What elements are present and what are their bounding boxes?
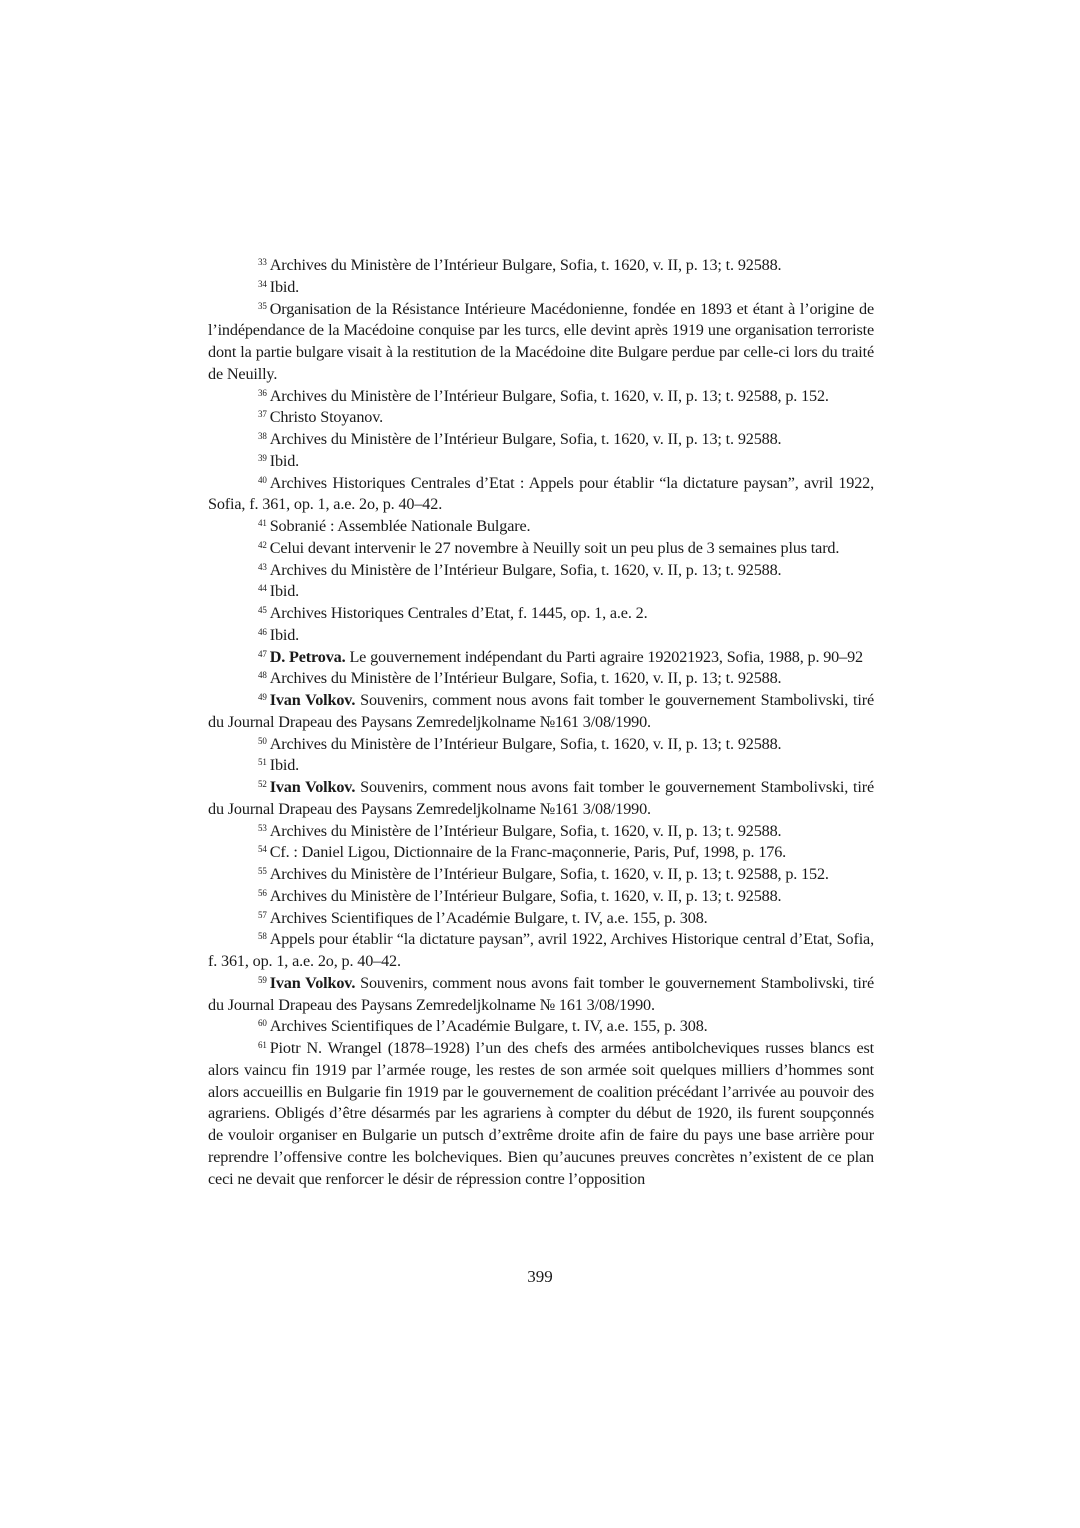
footnote-58 (208, 929, 874, 973)
footnote-number: 38 (258, 431, 267, 441)
footnote-text: Sobranié : Assemblée Nationale Bulgare. (269, 517, 531, 535)
footnote-text: Ibid. (269, 451, 300, 470)
footnote-number: 54 (258, 844, 267, 855)
footnote-39 (208, 451, 874, 473)
footnote-number: 43 (258, 561, 267, 572)
footnote-52 (208, 777, 874, 821)
footnote-number: 59 (258, 974, 267, 985)
footnote-35 (208, 299, 874, 386)
footnote-text: Celui devant intervenir le 27 novembre à Neuilly soit un peu plus de 3 semaines plus tard. (269, 538, 840, 557)
footnote-text: Le gouvernement indépendant du Parti agraire 192021923, Sofia, 1988, p. 90–92 (349, 647, 863, 666)
footnote-40 (208, 473, 874, 517)
footnote-text: Archives Scientifiques de l’Académie Bulgare, t. IV, a.e. 155, p. 308. (269, 908, 708, 927)
footnote-50 (208, 734, 874, 756)
footnote-number: 35 (258, 300, 267, 311)
footnote-59 (208, 973, 874, 1017)
footnote-author: Ivan Volkov. (269, 973, 356, 992)
footnote-number: 60 (258, 1018, 267, 1029)
footnote-text: Archives Scientifiques de l’Académie Bulgare, t. IV, a.e. 155, p. 308. (269, 1017, 708, 1036)
footnote-number: 41 (258, 518, 267, 528)
footnote-text: Christo Stoyanov. (269, 408, 384, 427)
footnote-number: 57 (258, 909, 267, 920)
footnote-text: Archives du Ministère de l’Intérieur Bulgare, Sofia, t. 1620, v. II, p. 13; t. 92588. (269, 430, 782, 448)
footnote-text: Souvenirs, comment nous avons fait tomber le gouvernement Stambolivski, tiré du Journal Drapeau des Paysans Zemredeljkolname №161 3/08/1990. (208, 778, 874, 818)
footnote-number: 37 (258, 409, 267, 420)
footnote-37 (208, 407, 874, 429)
footnote-text: Archives du Ministère de l’Intérieur Bulgare, Sofia, t. 1620, v. II, p. 13; t. 92588, p. 152. (269, 865, 829, 883)
footnote-34 (208, 277, 874, 299)
footnote-text: Archives du Ministère de l’Intérieur Bulgare, Sofia, t. 1620, v. II, p. 13; t. 92588. (269, 734, 782, 753)
footnotes-block (208, 255, 874, 1190)
footnote-text: Ibid. (269, 277, 300, 296)
footnote-number: 36 (258, 387, 267, 398)
footnote-number: 51 (258, 757, 267, 768)
footnote-number: 49 (258, 692, 267, 702)
footnote-56 (208, 886, 874, 908)
footnote-text: Archives Historiques Centrales d’Etat : Appels pour établir “la dictature paysan”, avril 1922, Sofia, f. 361, op. 1, a.e. 2o, p. 40–42. (208, 473, 874, 514)
footnote-number: 52 (258, 779, 267, 789)
footnote-text: Ibid. (269, 625, 300, 644)
footnote-number: 40 (258, 474, 267, 485)
footnote-text: Archives Historiques Centrales d’Etat, f. 1445, op. 1, a.e. 2. (269, 604, 648, 622)
footnote-author: Ivan Volkov. (269, 691, 356, 709)
footnote-57 (208, 908, 874, 930)
footnote-text: Archives du Ministère de l’Intérieur Bulgare, Sofia, t. 1620, v. II, p. 13; t. 92588. (269, 886, 782, 905)
footnote-author: D. Petrova. (269, 647, 346, 666)
footnote-text: Ibid. (269, 582, 300, 601)
footnote-number: 58 (258, 931, 267, 942)
footnote-text: Piotr N. Wrangel (1878–1928) l’un des chefs des armées antibolcheviques russes blancs est alors vaincu fin 1919 par l’armée rouge, les restes de son armée soit quelques milliers d’hommes sont alors accueillis en Bulgarie fin 1919 par le gouvernement de coalition précédant l’arrivée au pouvoir des agrariens. Obligés d’être désarmés par les agrariens à compter du début de 1920, ils furent soupçonnés de vouloir organiser en Bulgarie un putsch d’extrême droite afin de faire du pays une base arrière pour reprendre l’offensive contre les bolcheviques. Bien qu’aucunes preuves concrètes n’existent de ce plan ceci ne devait que renforcer le désir de répression contre l’opposition (208, 1039, 874, 1188)
footnote-number: 46 (258, 626, 267, 637)
footnote-number: 45 (258, 605, 267, 615)
footnote-48 (208, 668, 874, 690)
footnote-number: 42 (258, 539, 267, 550)
footnote-text: Archives du Ministère de l’Intérieur Bulgare, Sofia, t. 1620, v. II, p. 13; t. 92588, p. 152. (269, 386, 829, 405)
footnote-number: 53 (258, 822, 267, 833)
footnote-text: Archives du Ministère de l’Intérieur Bulgare, Sofia, t. 1620, v. II, p. 13; t. 92588. (269, 821, 782, 840)
footnote-number: 39 (258, 452, 267, 463)
footnote-text: Organisation de la Résistance Intérieure Macédonienne, fondée en 1893 et étant à l’origine de l’indépendance de la Macédoine conquise par les turcs, elle devint après 1919 une organisation terroriste dont la partie bulgare visait à la restitution de la Macédoine dite Bulgare perdue par celle-ci lors du traité de Neuilly. (208, 299, 874, 383)
footnote-text: Souvenirs, comment nous avons fait tomber le gouvernement Stambolivski, tiré du Journal Drapeau des Paysans Zemredeljkolname №161 3/08/1990. (208, 691, 874, 731)
page-number: 399 (527, 1267, 553, 1286)
footnote-number: 47 (258, 648, 267, 659)
footnote-55 (208, 864, 874, 886)
footnote-42 (208, 538, 874, 560)
footnote-51 (208, 755, 874, 777)
footnote-text: Appels pour établir “la dictature paysan”, avril 1922, Archives Historique central d’Etat, Sofia, f. 361, op. 1, a.e. 2o, p. 40–42. (208, 930, 874, 970)
footnote-number: 50 (258, 735, 267, 746)
footnote-number: 48 (258, 670, 267, 681)
footnote-number: 56 (258, 887, 267, 898)
footnote-53 (208, 821, 874, 843)
footnote-number: 34 (258, 278, 267, 289)
footnote-46 (208, 625, 874, 647)
footnote-number: 61 (258, 1040, 267, 1050)
footnote-number: 55 (258, 866, 267, 876)
footnote-54 (208, 842, 874, 864)
footnote-author: Ivan Volkov. (269, 778, 356, 796)
footnote-60 (208, 1016, 874, 1038)
footnote-text: Archives du Ministère de l’Intérieur Bulgare, Sofia, t. 1620, v. II, p. 13; t. 92588. (269, 256, 782, 274)
footnote-41 (208, 516, 874, 538)
footnote-text: Ibid. (269, 756, 300, 775)
footnote-text: Archives du Ministère de l’Intérieur Bulgare, Sofia, t. 1620, v. II, p. 13; t. 92588. (269, 669, 782, 688)
footnote-text: Archives du Ministère de l’Intérieur Bulgare, Sofia, t. 1620, v. II, p. 13; t. 92588. (269, 560, 782, 579)
footnote-61 (208, 1038, 874, 1190)
footnote-36 (208, 386, 874, 408)
footnote-number: 44 (258, 583, 267, 594)
footnote-45 (208, 603, 874, 625)
footnote-49 (208, 690, 874, 734)
footnote-text: Cf. : Daniel Ligou, Dictionnaire de la Franc-maçonnerie, Paris, Puf, 1998, p. 176. (269, 843, 787, 862)
footnote-44 (208, 581, 874, 603)
footnote-43 (208, 560, 874, 582)
footnote-33 (208, 255, 874, 277)
footnote-38 (208, 429, 874, 451)
footnote-47 (208, 647, 874, 669)
footnote-number: 33 (258, 257, 267, 267)
footnote-text: Souvenirs, comment nous avons fait tomber le gouvernement Stambolivski, tiré du Journal Drapeau des Paysans Zemredeljkolname № 161 3/08/1990. (208, 973, 874, 1014)
